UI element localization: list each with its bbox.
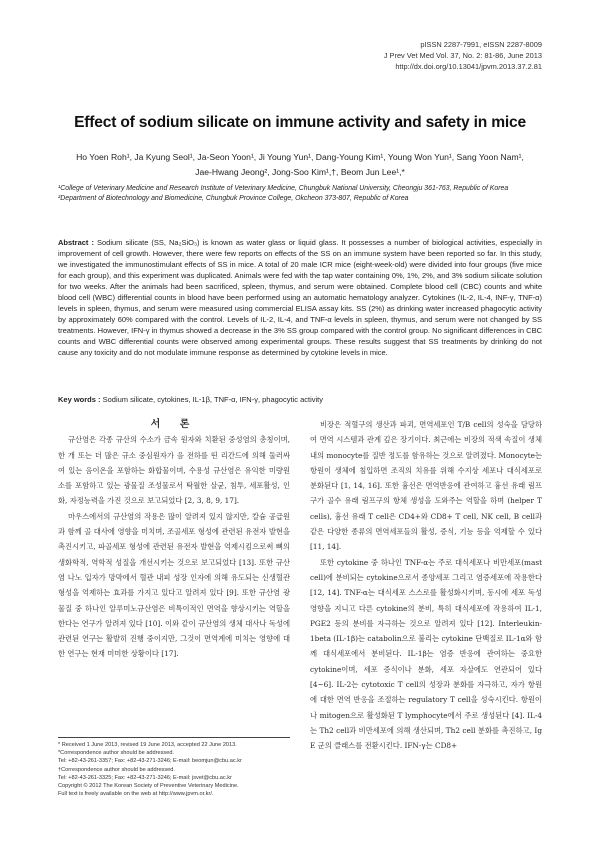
- affiliations: [58, 185, 542, 204]
- issn-line: pISSN 2287-7991, eISSN 2287-8009: [420, 40, 542, 49]
- intro-paragraph-4: 또한 cytokine 중 하나인 TNF-α는 주로 대식세포나 비만세포(mast cell)에 분비되는 cytokine으로서 종양세포 그리고 염증세포에 작용한다 [12, 14]. TNF-α는 대식세포 스스로를 활성화시키며, 동시에 세포 독성 영향을 지니고 다른 cytokine의 분비, 특히 대식세포에 작용하여 IL-1, PGE2 등의 분비를 자극하는 것으로 알려져 있다 [12]. Interleukin-1beta (IL-1β)는 catabolin으로 불리는 cytokine 단백질로 IL-1α와 함께 대식세포에서 분비된다. IL-1β는 염증 반응에 관여하는 중요한 cytokine이며, 세포 증식이나 분화, 세포 자살에도 연관되어 있다 [4~6]. IL-2는 cytotoxic T cell의 성장과 분화를 자극하고, 자가 항원에 대한 면역 반응을 조절하는 regulatory T cell을 성숙시킨다. 항원이나 mitogen으로 활성화된 T lymphocyte에서 주로 생성된다 [4]. IL-4는 Th2 cell과 비만세포에 의해 생산되며, Th2 cell 분화를 촉진하고, Ig E 군의 클래스를 전환시킨다. IFN-γ는 CD8+: [310, 557, 542, 751]
- footnotes: [58, 741, 296, 798]
- abstract: [58, 237, 542, 358]
- abstract-text: Sodium silicate (SS, Na₂SiO₃) is known as water glass or liquid glass. It possesses a number of biological activities, especially in improvement of cell growth. However, there were few reports on effects of the SS on an immune system have been reported so far. In this study, we investigated the immunostimulant effects of SS in mice. A total of 20 male ICR mice (eight-week-old) were divided into four groups (five mice for each group), and this experiment was duplicated. Animals were fed with the tap water containing 0%, 1%, 2%, and 3% sodium silicate solution for two weeks. After the animals had been sacrificed, spleen, thymus, and serum were obtained. Complete blood cell (CBC) counts and white blood cell (WBC) differential counts in blood have been performed using an automatic hematology analyzer. Cytokines (IL-2, IL-4, INF-γ, TNF-α) levels in spleen, thymus, and serum were measured using commercial ELISA assay kits. SS (2%) as drinking water increased phagocytic activity by approximately 60% compared with the control. Levels of IL-2, IL-4, and TNF-α levels in spleen, thymus, and serum were not changed by SS treatments. However, IFN-γ in thymus showed a decrease in the 3% SS group compared with the control group. No significant differences in CBC counts and WBC differential counts were observed among experimental groups. These results suggest that SS treatments by drinking do not cause any toxicity and do not modulate immune response as determined by cytokine levels in mice.: [58, 238, 542, 357]
- author-line-1: Ho Yoen Roh¹, Ja Kyung Seol¹, Ja-Seon Yoon¹, Ji Young Yun¹, Dang-Young Kim¹, Young Won Yun¹, Sang Yoon Nam¹,: [76, 152, 524, 162]
- journal-citation: J Prev Vet Med Vol. 37, No. 2: 81-86, June 2013: [383, 51, 542, 60]
- author-line-2: Jae-Hwang Jeong², Jong-Soo Kim¹,†, Beom Jun Lee¹,*: [195, 167, 405, 177]
- footnote-copyright: Copyright © 2012 The Korean Society of Preventive Veterinary Medicine.: [58, 783, 239, 790]
- footnote-full-text: Full text is freely available on the web at http://www.jpvm.or.kr/.: [58, 791, 214, 798]
- footnote-contact-1: Tel: +82-43-261-3357; Fax: +82-43-271-3246; E-mail: beomjun@cbu.ac.kr: [58, 758, 242, 765]
- section-heading-introduction: 서 론: [150, 419, 198, 430]
- footnote-received: * Received 1 June 2013, revised 19 June 2013, accepted 22 June 2013.: [58, 742, 237, 748]
- body-column-right: [310, 417, 542, 754]
- footnote-divider: [58, 737, 290, 738]
- doi-link[interactable]: http://dx.doi.org/10.13041/jpvm.2013.37.2.81: [395, 62, 542, 71]
- keywords-label: Key words :: [58, 395, 101, 404]
- intro-paragraph-2: 마우스에서의 규산염의 작용은 많이 알려져 있지 않지만, 칼슘 공급원과 함께 골 대사에 영향을 미치며, 조골세포 형성에 관련된 유전자 발현을 촉진시키고, 파골세포 형성에 관련된 유전자 발현을 억제시킴으로써 뼈의 생화학적, 역학적 성질을 개선시키는 것으로 보고되었다 [13]. 또한 규산염 나노 입자가 망막에서 혈관 내피 성장 인자에 의해 유도되는 신생혈관 형성을 억제하는 효과를 가지고 있다고 알려져 있다 [9]. 또한 규산염 광물질 중 하나인 알루미노규산염은 비특이적인 면역을 향상시키는 역할을 한다는 연구가 알려져 있다 [10]. 이와 같이 규산염의 생체 대사나 독성에 관련된 연구는 활발히 진행 중이지만, 그것이 면역계에 미치는 영향에 대한 연구는 현재 미미한 상황이다 [17].: [58, 511, 290, 659]
- author-list: [60, 150, 540, 180]
- keywords-text: Sodium silicate, cytokines, IL-1β, TNF-α, IFN-γ, phagocytic activity: [102, 395, 323, 404]
- footnote-contact-2: Tel: +82-43-261-3325; Fax: +82-43-271-3246; E-mail: jsvet@cbu.ac.kr: [58, 774, 232, 781]
- abstract-label: Abstract :: [58, 238, 94, 247]
- paper-title: Effect of sodium silicate on immune activity and safety in mice: [74, 114, 526, 131]
- intro-paragraph-3: 비장은 적혈구의 생산과 파괴, 면역세포인 T/B cell의 성숙을 담당하여 면역 시스템과 관계 깊은 장기이다. 최근에는 비장의 적색 속질이 생체 내의 monocyte를 질반 정도를 함유하는 것으로 알려졌다. Monocyte는 항원이 생체에 침입하면 조직의 치유를 위해 수지상 세포나 대식세포로 분화된다 [1, 14, 16]. 또한 흉선은 면역반응에 관여하고 흉선 유래 림프구가 골수 유래 림프구의 항체 생성을 도와주는 역할을 하며 (helper T cells), 흉선 유래 T cell은 CD4+와 CD8+ T cell, NK cell, B cell과 같은 다양한 종류의 면역세포들의 활성, 증식, 기능 등을 억제할 수 있다 [11, 14].: [310, 420, 542, 552]
- affiliation-2: ²Department of Biotechnology and Biomedicine, Chungbuk Province College, Okcheon 373-807, Republic of Korea: [58, 194, 409, 202]
- footnote-correspondence-2: †Correspondence author should be addressed.: [58, 766, 175, 773]
- intro-paragraph-1: 규산염은 각종 규산의 수소가 금속 원자와 치환된 중성염의 총칭이며, 한 개 또는 더 많은 규소 중심원자가 음 전하를 띤 리간드에 의해 둘러싸여 있는 음이온을 포함하는 화합물이며, 수용성 규산염은 유익한 미량원소를 포함하고 있는 광물질 조성물로서 탁월한 살균, 침투, 세포활성, 인화, 자정능력을 가진 것으로 보고되었다 [2, 3, 8, 9, 17].: [58, 435, 290, 506]
- affiliation-1: ¹College of Veterinary Medicine and Research Institute of Veterinary Medicine, Chungbuk National University, Cheongju 361-763, Republic of Korea: [58, 185, 509, 192]
- publication-info: [384, 39, 542, 72]
- keywords: [58, 394, 542, 405]
- footnote-correspondence-1: *Correspondence author should be addressed.: [58, 750, 174, 757]
- body-column-left: [58, 417, 290, 662]
